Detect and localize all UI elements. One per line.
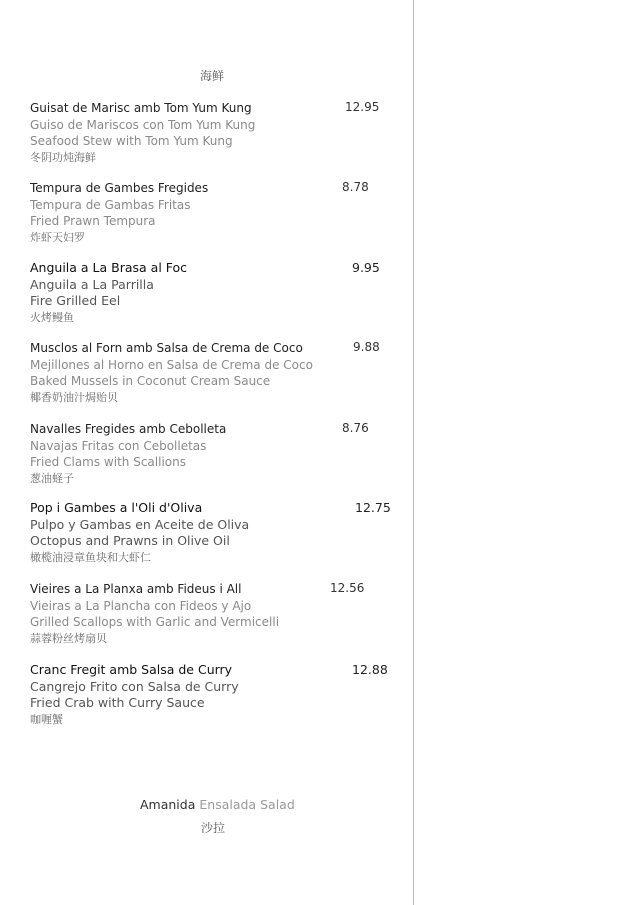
item-name-catalan: Navalles Fregides amb Cebolleta: [30, 422, 227, 436]
item-name-spanish: Anguila a La Parrilla: [30, 276, 154, 292]
item-name-chinese: 橄榄油浸章鱼块和大虾仁: [30, 550, 151, 564]
menu-item-grilled-scallops: [30, 581, 410, 647]
page-divider: [413, 0, 414, 905]
menu-item-prawn-tempura: [30, 180, 410, 246]
item-price: 9.88: [353, 340, 380, 354]
item-name-english: Fried Prawn Tempura: [30, 214, 156, 228]
section-title: 海鲜: [200, 69, 225, 83]
item-price: 12.95: [345, 100, 380, 114]
item-name-chinese: 冬阴功炖海鲜: [30, 150, 96, 164]
item-name-chinese: 蒜蓉粉丝烤扇贝: [30, 631, 107, 645]
menu-item-grilled-eel: [30, 260, 410, 326]
item-name-chinese: 椰香奶油汁焗贻贝: [30, 390, 118, 404]
item-name-english: Baked Mussels in Coconut Cream Sauce: [30, 374, 271, 388]
item-name-spanish: Guiso de Mariscos con Tom Yum Kung: [30, 117, 256, 132]
next-section-catalan: Amanida: [140, 797, 196, 812]
menu-item-seafood-stew: [30, 100, 410, 166]
next-section-english: Salad: [260, 797, 295, 812]
item-name-english: Seafood Stew with Tom Yum Kung: [30, 134, 233, 148]
item-name-spanish: Mejillones al Horno en Salsa de Crema de Coco: [30, 357, 313, 372]
item-name-spanish: Pulpo y Gambas en Aceite de Oliva: [30, 516, 250, 532]
item-name-catalan: Musclos al Forn amb Salsa de Crema de Coco: [30, 341, 303, 355]
menu-item-octopus-prawns: [30, 500, 410, 566]
item-name-catalan: Guisat de Marisc amb Tom Yum Kung: [30, 101, 252, 115]
item-price: 8.76: [342, 421, 369, 435]
item-name-catalan: Anguila a La Brasa al Foc: [30, 260, 188, 275]
item-name-chinese: 咖喱蟹: [30, 712, 63, 726]
item-name-spanish: Navajas Fritas con Cebolletas: [30, 438, 207, 453]
item-name-english: Fried Crab with Curry Sauce: [30, 695, 205, 710]
item-name-spanish: Tempura de Gambas Fritas: [30, 197, 191, 212]
menu-item-baked-mussels: [30, 340, 410, 406]
item-name-chinese: 火烤鳗鱼: [30, 310, 74, 324]
item-name-english: Grilled Scallops with Garlic and Vermicelli: [30, 615, 280, 629]
next-section-spanish: Ensalada: [199, 797, 257, 812]
item-price: 9.95: [352, 260, 380, 275]
item-name-chinese: 葱油蛏子: [30, 471, 74, 485]
item-name-catalan: Pop i Gambes a l'Oli d'Oliva: [30, 500, 203, 515]
item-name-chinese: 炸虾天妇罗: [30, 230, 85, 244]
item-name-english: Octopus and Prawns in Olive Oil: [30, 533, 230, 548]
item-name-english: Fried Clams with Scallions: [30, 455, 186, 469]
item-name-catalan: Vieires a La Planxa amb Fideus i All: [30, 582, 242, 596]
item-price: 12.75: [355, 500, 391, 515]
item-price: 12.88: [352, 662, 388, 677]
menu-item-fried-clams: [30, 421, 410, 487]
menu-item-curry-crab: [30, 662, 410, 728]
item-name-spanish: Vieiras a La Plancha con Fideos y Ajo: [30, 598, 252, 613]
next-section-chinese: 沙拉: [201, 821, 226, 835]
item-price: 12.56: [330, 581, 365, 595]
item-name-catalan: Cranc Fregit amb Salsa de Curry: [30, 662, 233, 677]
item-name-english: Fire Grilled Eel: [30, 293, 121, 308]
item-name-catalan: Tempura de Gambes Fregides: [30, 181, 209, 195]
next-section-title: [140, 797, 295, 812]
item-price: 8.78: [342, 180, 369, 194]
item-name-spanish: Cangrejo Frito con Salsa de Curry: [30, 678, 239, 694]
